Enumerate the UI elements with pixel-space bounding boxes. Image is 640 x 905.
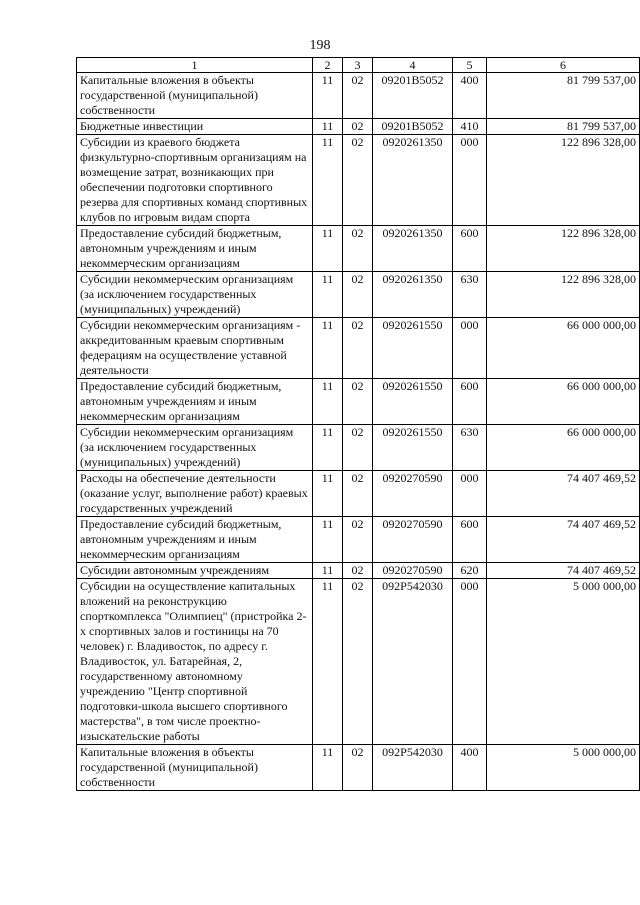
cell-subsection: 02 (343, 745, 373, 791)
header-col-csr: 4 (373, 58, 453, 73)
cell-name: Капитальные вложения в объекты государственной (муниципальной) собственности (77, 73, 313, 119)
cell-name: Субсидии некоммерческим организациям - аккредитованным краевым спортивным федерациям на осуществление уставной деятельности (77, 318, 313, 379)
cell-expense-type: 620 (453, 563, 487, 579)
cell-expense-type: 400 (453, 73, 487, 119)
cell-name: Бюджетные инвестиции (77, 119, 313, 135)
cell-name: Субсидии некоммерческим организациям (за исключением государственных (муниципальных) учреждений) (77, 425, 313, 471)
cell-name: Предоставление субсидий бюджетным, автономным учреждениям и иным некоммерческим организациям (77, 379, 313, 425)
cell-section: 11 (313, 471, 343, 517)
cell-amount: 122 896 328,00 (487, 135, 640, 226)
cell-subsection: 02 (343, 119, 373, 135)
cell-expense-type: 000 (453, 471, 487, 517)
cell-amount: 66 000 000,00 (487, 425, 640, 471)
table-header (77, 58, 640, 73)
table-row (77, 425, 640, 471)
cell-amount: 122 896 328,00 (487, 226, 640, 272)
cell-amount: 66 000 000,00 (487, 318, 640, 379)
cell-amount: 81 799 537,00 (487, 73, 640, 119)
cell-expense-type: 000 (453, 318, 487, 379)
cell-section: 11 (313, 272, 343, 318)
cell-target-article: 0920261550 (373, 318, 453, 379)
header-col-subsection: 3 (343, 58, 373, 73)
cell-target-article: 09201B5052 (373, 73, 453, 119)
cell-subsection: 02 (343, 379, 373, 425)
cell-subsection: 02 (343, 425, 373, 471)
cell-section: 11 (313, 579, 343, 745)
cell-name: Предоставление субсидий бюджетным, автономным учреждениям и иным некоммерческим организациям (77, 226, 313, 272)
cell-section: 11 (313, 226, 343, 272)
cell-subsection: 02 (343, 579, 373, 745)
cell-subsection: 02 (343, 73, 373, 119)
cell-expense-type: 630 (453, 272, 487, 318)
cell-subsection: 02 (343, 318, 373, 379)
table-row (77, 226, 640, 272)
header-col-section: 2 (313, 58, 343, 73)
page-number: 198 (309, 38, 331, 53)
cell-expense-type: 000 (453, 135, 487, 226)
cell-name: Субсидии на осуществление капитальных вложений на реконструкцию спорткомплекса "Олимпиец" (пристройка 2-х спортивных залов и гостиницы на 70 человек) г. Владивосток, по адресу г. Владивосток, ул. Батарейная, 2, государственному автономному учреждению "Центр спортивной подготовки-школа высшего спортивного мастерства", в том числе проектно-изыскательские работы (77, 579, 313, 745)
cell-expense-type: 600 (453, 226, 487, 272)
cell-target-article: 0920261350 (373, 226, 453, 272)
cell-amount: 66 000 000,00 (487, 379, 640, 425)
table-row (77, 272, 640, 318)
cell-name: Субсидии некоммерческим организациям (за исключением государственных (муниципальных) учреждений) (77, 272, 313, 318)
table-row (77, 471, 640, 517)
cell-section: 11 (313, 73, 343, 119)
table-row (77, 745, 640, 791)
cell-target-article: 092P542030 (373, 579, 453, 745)
table-row (77, 517, 640, 563)
cell-amount: 81 799 537,00 (487, 119, 640, 135)
cell-section: 11 (313, 563, 343, 579)
table-row (77, 73, 640, 119)
cell-section: 11 (313, 425, 343, 471)
cell-section: 11 (313, 135, 343, 226)
cell-subsection: 02 (343, 135, 373, 226)
cell-target-article: 09201B5052 (373, 119, 453, 135)
table-body (77, 73, 640, 791)
cell-name: Предоставление субсидий бюджетным, автономным учреждениям и иным некоммерческим организациям (77, 517, 313, 563)
cell-expense-type: 400 (453, 745, 487, 791)
cell-section: 11 (313, 379, 343, 425)
cell-name: Субсидии автономным учреждениям (77, 563, 313, 579)
cell-target-article: 0920270590 (373, 517, 453, 563)
cell-name: Расходы на обеспечение деятельности (оказание услуг, выполнение работ) краевых государственных учреждений (77, 471, 313, 517)
cell-section: 11 (313, 318, 343, 379)
cell-amount: 5 000 000,00 (487, 745, 640, 791)
table-row (77, 119, 640, 135)
cell-subsection: 02 (343, 272, 373, 318)
cell-amount: 74 407 469,52 (487, 471, 640, 517)
table-row (77, 563, 640, 579)
cell-section: 11 (313, 745, 343, 791)
cell-name: Субсидии из краевого бюджета физкультурно-спортивным организациям на возмещение затрат, возникающих при обеспечении подготовки спортивного резерва для спортивных команд спортивных клубов по игровым видам спорта (77, 135, 313, 226)
cell-subsection: 02 (343, 517, 373, 563)
cell-expense-type: 600 (453, 379, 487, 425)
cell-expense-type: 600 (453, 517, 487, 563)
cell-section: 11 (313, 517, 343, 563)
cell-expense-type: 630 (453, 425, 487, 471)
table-row (77, 318, 640, 379)
cell-amount: 5 000 000,00 (487, 579, 640, 745)
cell-target-article: 0920261350 (373, 135, 453, 226)
cell-target-article: 0920270590 (373, 471, 453, 517)
table-row (77, 579, 640, 745)
header-col-vr: 5 (453, 58, 487, 73)
cell-subsection: 02 (343, 226, 373, 272)
header-col-amount: 6 (487, 58, 640, 73)
cell-name: Капитальные вложения в объекты государственной (муниципальной) собственности (77, 745, 313, 791)
cell-amount: 122 896 328,00 (487, 272, 640, 318)
cell-target-article: 092P542030 (373, 745, 453, 791)
header-col-name: 1 (77, 58, 313, 73)
cell-expense-type: 410 (453, 119, 487, 135)
cell-amount: 74 407 469,52 (487, 563, 640, 579)
cell-target-article: 0920261550 (373, 425, 453, 471)
table-row (77, 135, 640, 226)
cell-target-article: 0920261550 (373, 379, 453, 425)
cell-subsection: 02 (343, 471, 373, 517)
cell-subsection: 02 (343, 563, 373, 579)
header-row (77, 58, 640, 73)
cell-amount: 74 407 469,52 (487, 517, 640, 563)
cell-target-article: 0920261350 (373, 272, 453, 318)
cell-expense-type: 000 (453, 579, 487, 745)
cell-target-article: 0920270590 (373, 563, 453, 579)
table-row (77, 379, 640, 425)
budget-table (76, 57, 640, 791)
cell-section: 11 (313, 119, 343, 135)
